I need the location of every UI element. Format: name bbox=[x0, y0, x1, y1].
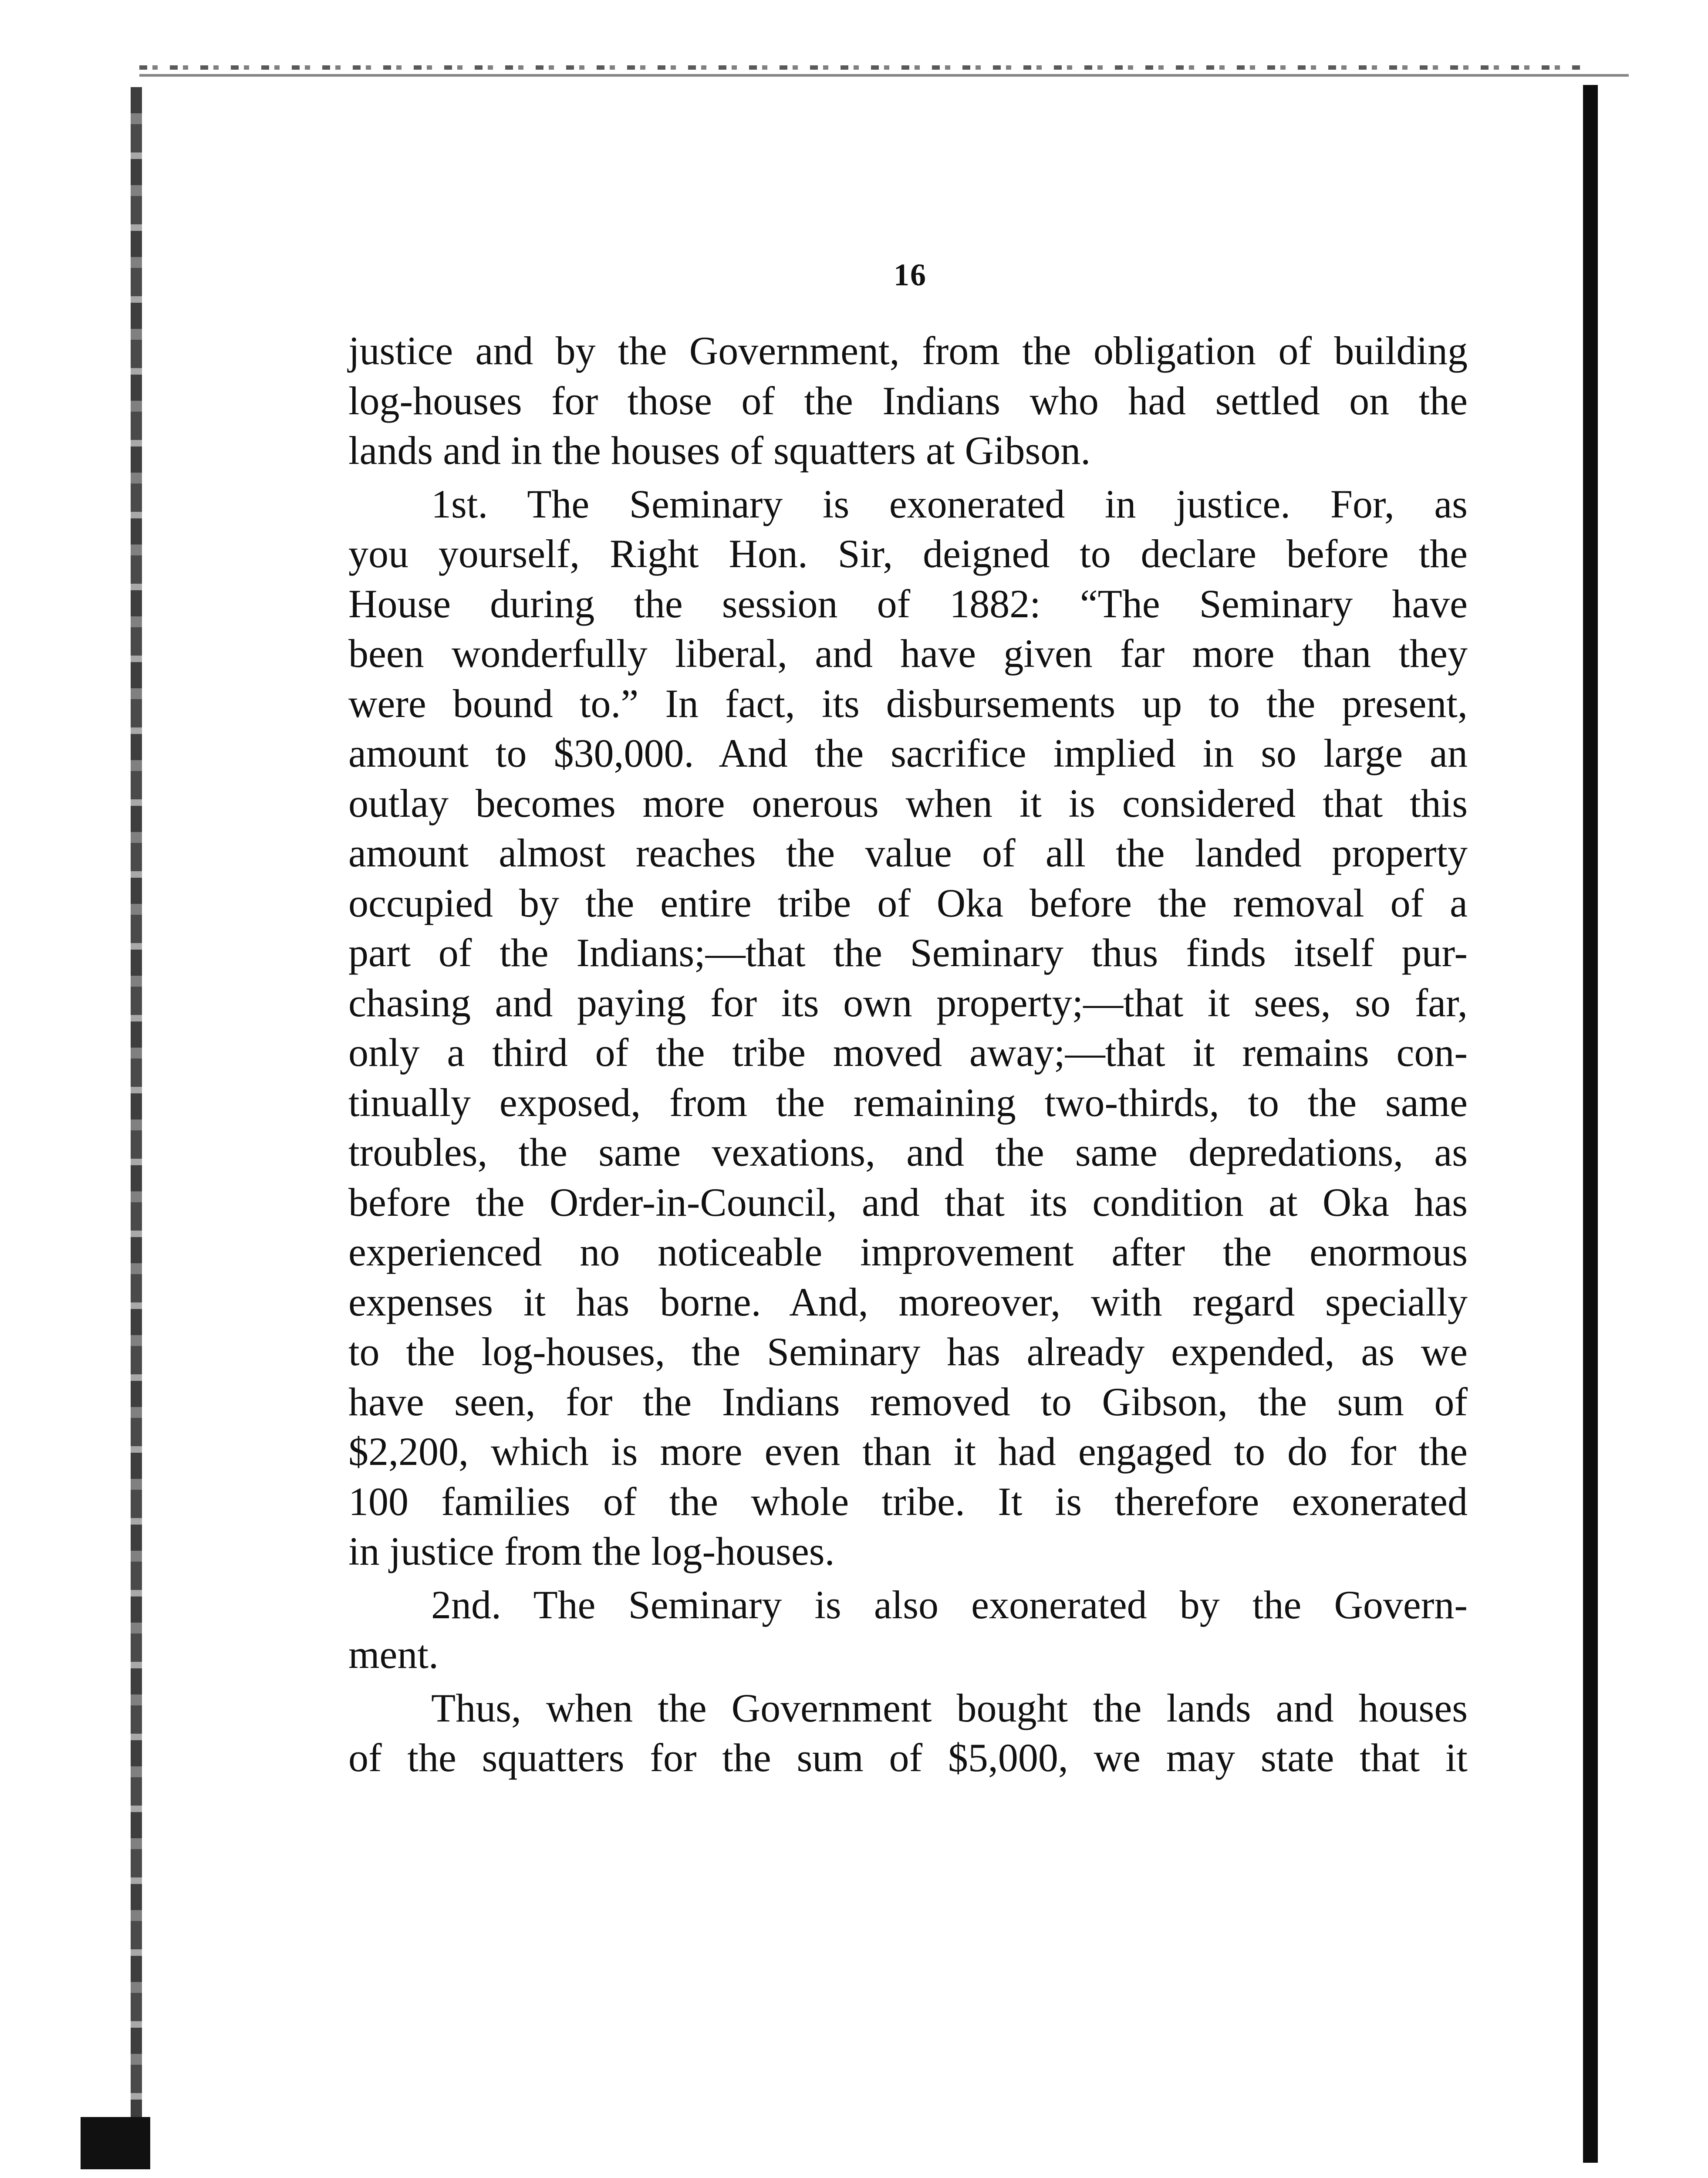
text-line: troubles, the same vexations, and the same depredations, as bbox=[348, 1130, 1468, 1174]
scan-corner-mark bbox=[81, 2117, 150, 2169]
text-line: to the log-houses, the Seminary has already expended, as we bbox=[348, 1329, 1468, 1374]
text-line: 2nd. The Seminary is also exonerated by the Govern- bbox=[431, 1582, 1468, 1627]
text-line: in justice from the log-houses. bbox=[348, 1529, 835, 1573]
scan-top-rule bbox=[139, 74, 1629, 77]
scan-top-edge bbox=[139, 65, 1585, 70]
text-line: 100 families of the whole tribe. It is therefore exonerated bbox=[348, 1479, 1468, 1524]
text-line: expenses it has borne. And, moreover, with regard specially bbox=[348, 1279, 1468, 1324]
text-line: 1st. The Seminary is exonerated in justice. For, as bbox=[431, 481, 1468, 526]
text-line: lands and in the houses of squatters at Gibson. bbox=[348, 428, 1091, 473]
text-line: have seen, for the Indians removed to Gibson, the sum of bbox=[348, 1379, 1468, 1424]
text-line: log-houses for those of the Indians who had settled on the bbox=[348, 378, 1468, 423]
page-number: 16 bbox=[894, 257, 927, 292]
text-line: been wonderfully liberal, and have given far more than they bbox=[348, 631, 1468, 676]
text-line: $2,200, which is more even than it had engaged to do for the bbox=[348, 1429, 1468, 1474]
text-line: only a third of the tribe moved away;—that it remains con- bbox=[348, 1030, 1468, 1075]
text-line: chasing and paying for its own property;—that it sees, so far, bbox=[348, 980, 1468, 1025]
text-line: justice and by the Government, from the obligation of building bbox=[348, 328, 1468, 373]
text-line: amount to $30,000. And the sacrifice implied in so large an bbox=[348, 731, 1468, 775]
scan-right-edge bbox=[1583, 85, 1598, 2163]
text-line: you yourself, Right Hon. Sir, deigned to declare before the bbox=[348, 531, 1468, 576]
body-text bbox=[348, 326, 1468, 1783]
text-line: were bound to.” In fact, its disbursements up to the present, bbox=[348, 681, 1468, 726]
text-line: outlay becomes more onerous when it is considered that this bbox=[348, 781, 1468, 825]
text-line: part of the Indians;—that the Seminary thus finds itself pur- bbox=[348, 930, 1468, 975]
text-line: of the squatters for the sum of $5,000, we may state that it bbox=[348, 1735, 1468, 1780]
text-line: occupied by the entire tribe of Oka before the removal of a bbox=[348, 880, 1468, 925]
text-line: House during the session of 1882: “The Seminary have bbox=[348, 581, 1468, 626]
text-line: ment. bbox=[348, 1632, 439, 1677]
text-line: experienced no noticeable improvement after the enormous bbox=[348, 1230, 1468, 1274]
text-line: before the Order-in-Council, and that its condition at Oka has bbox=[348, 1180, 1468, 1224]
text-line: Thus, when the Government bought the lands and houses bbox=[431, 1685, 1468, 1730]
text-line: tinually exposed, from the remaining two-thirds, to the same bbox=[348, 1080, 1468, 1125]
scan-left-binding-edge bbox=[131, 87, 142, 2161]
text-line: amount almost reaches the value of all the landed property bbox=[348, 831, 1468, 875]
